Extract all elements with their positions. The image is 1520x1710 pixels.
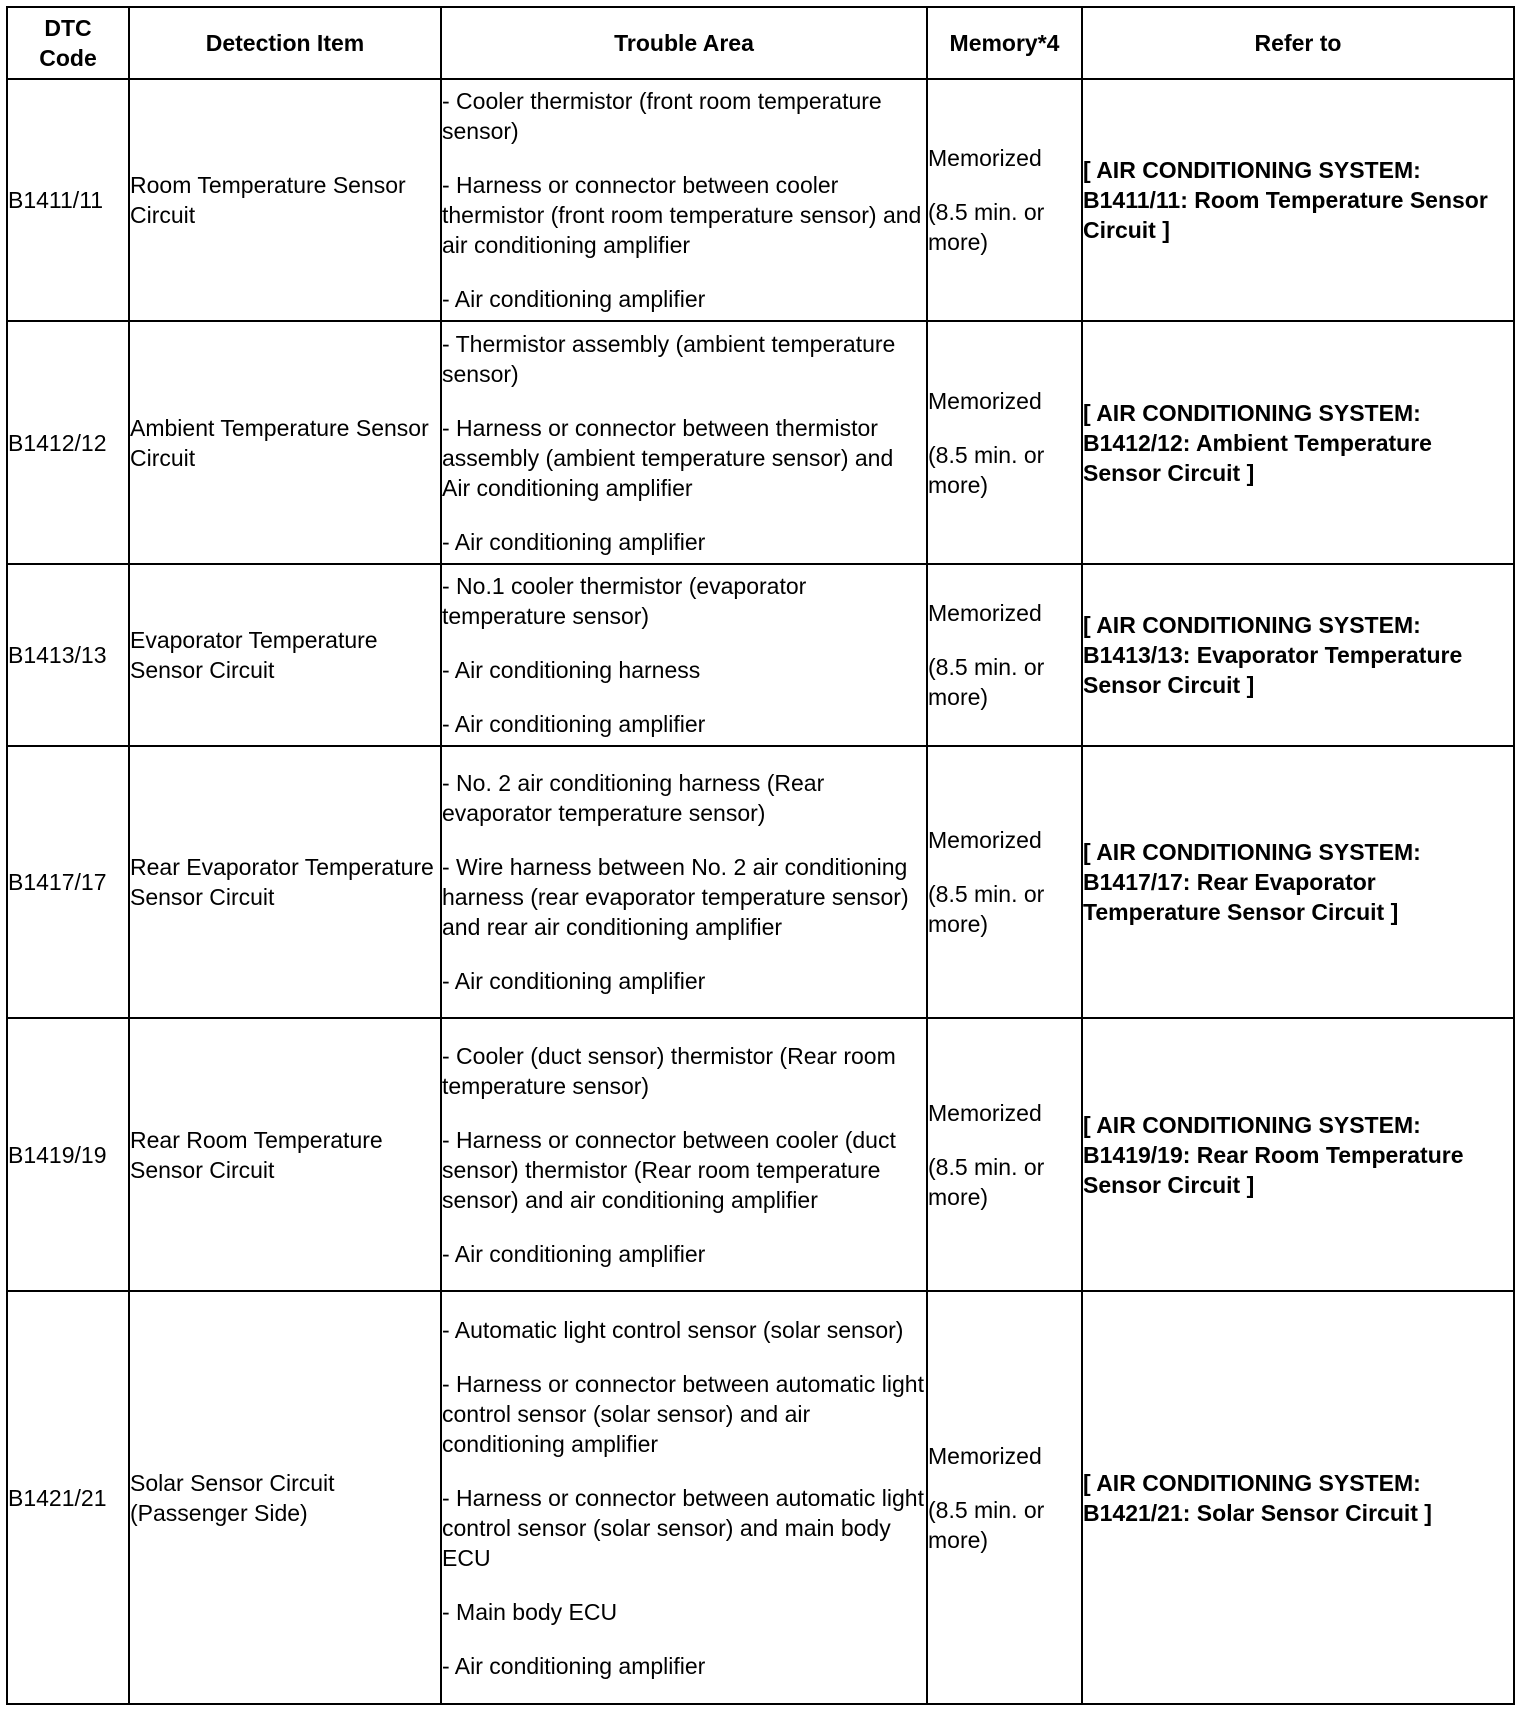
trouble-area-item: - Thermistor assembly (ambient temperature sensor) xyxy=(442,330,896,387)
memory-detail: (8.5 min. or more) xyxy=(928,441,1045,498)
detection-item-cell: Evaporator Temperature Sensor Circuit xyxy=(129,564,441,746)
trouble-area-item: - Automatic light control sensor (solar sensor) xyxy=(442,1316,904,1343)
refer-to-link[interactable]: [ AIR CONDITIONING SYSTEM: B1411/11: Room Temperature Sensor Circuit ] xyxy=(1082,79,1514,321)
table-header-row xyxy=(7,7,1514,79)
trouble-area-cell xyxy=(441,1291,927,1704)
memory-cell xyxy=(927,1018,1082,1291)
refer-to-link[interactable]: [ AIR CONDITIONING SYSTEM: B1421/21: Solar Sensor Circuit ] xyxy=(1082,1291,1514,1704)
dtc-code-cell: B1417/17 xyxy=(7,746,129,1018)
refer-to-link[interactable]: [ AIR CONDITIONING SYSTEM: B1419/19: Rear Room Temperature Sensor Circuit ] xyxy=(1082,1018,1514,1291)
header-memory: Memory*4 xyxy=(927,7,1082,79)
trouble-area-item: - Air conditioning harness xyxy=(442,657,701,683)
trouble-area-item: - Harness or connector between automatic light control sensor (solar sensor) and main body ECU xyxy=(442,1484,924,1571)
memory-detail: (8.5 min. or more) xyxy=(928,1496,1045,1553)
dtc-code-cell: B1412/12 xyxy=(7,321,129,564)
memory-cell xyxy=(927,321,1082,564)
dtc-table xyxy=(6,6,1515,1705)
table-row xyxy=(7,1018,1514,1291)
trouble-area-item: - Air conditioning amplifier xyxy=(442,1652,706,1679)
table-row xyxy=(7,79,1514,321)
memory-status: Memorized xyxy=(928,1442,1042,1469)
trouble-area-cell xyxy=(441,1018,927,1291)
memory-cell xyxy=(927,1291,1082,1704)
memory-status: Memorized xyxy=(928,387,1042,414)
detection-item-cell: Room Temperature Sensor Circuit xyxy=(129,79,441,321)
table-row xyxy=(7,564,1514,746)
memory-cell xyxy=(927,564,1082,746)
header-refer-to: Refer to xyxy=(1082,7,1514,79)
memory-detail: (8.5 min. or more) xyxy=(928,199,1045,255)
memory-detail: (8.5 min. or more) xyxy=(928,1153,1045,1210)
header-trouble-area: Trouble Area xyxy=(441,7,927,79)
trouble-area-item: - Air conditioning amplifier xyxy=(442,286,706,312)
refer-to-link[interactable]: [ AIR CONDITIONING SYSTEM: B1412/12: Ambient Temperature Sensor Circuit ] xyxy=(1082,321,1514,564)
detection-item-cell: Ambient Temperature Sensor Circuit xyxy=(129,321,441,564)
trouble-area-item: - No.1 cooler thermistor (evaporator temperature sensor) xyxy=(442,573,807,629)
trouble-area-cell xyxy=(441,79,927,321)
header-detection-item: Detection Item xyxy=(129,7,441,79)
dtc-code-cell: B1411/11 xyxy=(7,79,129,321)
header-dtc-line1: DTC xyxy=(44,15,92,41)
refer-to-link[interactable]: [ AIR CONDITIONING SYSTEM: B1413/13: Evaporator Temperature Sensor Circuit ] xyxy=(1082,564,1514,746)
memory-cell xyxy=(927,79,1082,321)
memory-status: Memorized xyxy=(928,827,1042,853)
header-dtc-code xyxy=(7,7,129,79)
detection-item-cell: Solar Sensor Circuit (Passenger Side) xyxy=(129,1291,441,1704)
table-body xyxy=(7,79,1514,1704)
memory-status: Memorized xyxy=(928,145,1042,171)
trouble-area-item: - Air conditioning amplifier xyxy=(442,711,706,737)
header-dtc-line2: Code xyxy=(39,45,97,71)
memory-status: Memorized xyxy=(928,600,1042,626)
detection-item-cell: Rear Room Temperature Sensor Circuit xyxy=(129,1018,441,1291)
trouble-area-item: - Main body ECU xyxy=(442,1598,618,1625)
memory-detail: (8.5 min. or more) xyxy=(928,654,1045,710)
trouble-area-item: - Harness or connector between cooler (duct sensor) thermistor (Rear room temperature sensor) and air conditioning amplifier xyxy=(442,1126,896,1213)
detection-item-cell: Rear Evaporator Temperature Sensor Circuit xyxy=(129,746,441,1018)
memory-status: Memorized xyxy=(928,1099,1042,1126)
refer-to-link[interactable]: [ AIR CONDITIONING SYSTEM: B1417/17: Rear Evaporator Temperature Sensor Circuit ] xyxy=(1082,746,1514,1018)
trouble-area-item: - Air conditioning amplifier xyxy=(442,528,706,555)
memory-detail: (8.5 min. or more) xyxy=(928,881,1045,937)
trouble-area-item: - Harness or connector between cooler thermistor (front room temperature sensor) and air conditioning amplifier xyxy=(442,172,922,258)
trouble-area-item: - Cooler thermistor (front room temperature sensor) xyxy=(442,88,882,144)
table-row xyxy=(7,746,1514,1018)
trouble-area-item: - Wire harness between No. 2 air conditioning harness (rear evaporator temperature sensor) and rear air conditioning amplifier xyxy=(442,854,909,940)
trouble-area-item: - Air conditioning amplifier xyxy=(442,968,706,994)
trouble-area-cell xyxy=(441,564,927,746)
trouble-area-item: - No. 2 air conditioning harness (Rear evaporator temperature sensor) xyxy=(442,770,825,826)
memory-cell xyxy=(927,746,1082,1018)
dtc-code-cell: B1421/21 xyxy=(7,1291,129,1704)
trouble-area-item: - Cooler (duct sensor) thermistor (Rear room temperature sensor) xyxy=(442,1042,896,1099)
trouble-area-item: - Harness or connector between automatic light control sensor (solar sensor) and air conditioning amplifier xyxy=(442,1370,924,1457)
table-row xyxy=(7,1291,1514,1704)
trouble-area-cell xyxy=(441,746,927,1018)
trouble-area-item: - Harness or connector between thermistor assembly (ambient temperature sensor) and Air conditioning amplifier xyxy=(442,414,894,501)
trouble-area-item: - Air conditioning amplifier xyxy=(442,1240,706,1267)
dtc-code-cell: B1419/19 xyxy=(7,1018,129,1291)
trouble-area-cell xyxy=(441,321,927,564)
dtc-code-cell: B1413/13 xyxy=(7,564,129,746)
table-row xyxy=(7,321,1514,564)
